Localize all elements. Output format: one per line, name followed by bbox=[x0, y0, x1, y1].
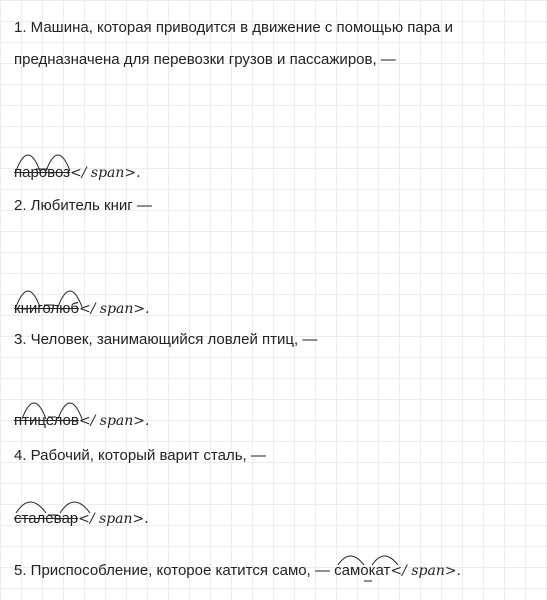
answer-3-text: птицелов bbox=[14, 412, 79, 429]
question-5-text: . Приспособление, которое катится само, — bbox=[22, 562, 330, 579]
question-1-text: . Машина, которая приводится в движение с помощью пара и bbox=[22, 19, 453, 36]
question-5-line bbox=[14, 561, 461, 581]
question-3-text: . Человек, занимающийся ловлей птиц, — bbox=[22, 331, 318, 348]
question-2-text: . Любитель книг — bbox=[22, 197, 152, 214]
answer-5-tail: </ span>. bbox=[390, 563, 462, 579]
question-1-number: 1 bbox=[14, 19, 23, 36]
question-5-number: 5 bbox=[14, 562, 23, 579]
question-3-number: 3 bbox=[14, 331, 23, 348]
answer-2-word bbox=[14, 299, 79, 319]
morpheme-arcs bbox=[334, 545, 404, 585]
question-4-number: 4 bbox=[14, 447, 23, 464]
morpheme-arcs bbox=[14, 389, 84, 429]
answer-2-text: книголюб bbox=[14, 300, 79, 317]
question-4-text: . Рабочий, который варит сталь, — bbox=[22, 447, 266, 464]
question-3-line bbox=[14, 330, 317, 350]
answer-4-word bbox=[14, 509, 78, 529]
answer-1-text: паровоз bbox=[14, 164, 71, 181]
answer-4-text: сталевар bbox=[14, 510, 79, 527]
morpheme-arcs bbox=[14, 277, 84, 317]
answer-5-word bbox=[334, 561, 390, 581]
answer-3-tail: </ span>. bbox=[78, 413, 150, 429]
question-1-line-2 bbox=[14, 50, 396, 70]
question-2-number: 2 bbox=[14, 197, 23, 214]
answer-3 bbox=[14, 411, 149, 431]
answer-3-word bbox=[14, 411, 79, 431]
question-1-text-continued: предназначена для перевозки грузов и пассажиров, — bbox=[14, 51, 396, 68]
answer-2-tail: </ span>. bbox=[78, 301, 150, 317]
answer-5-text: самокат bbox=[334, 562, 391, 579]
answer-2 bbox=[14, 299, 150, 319]
answer-1-word bbox=[14, 163, 70, 183]
question-1-line-1 bbox=[14, 18, 453, 38]
answer-1-tail: </ span>. bbox=[70, 165, 141, 181]
question-2-line bbox=[14, 196, 152, 216]
answer-4-tail: </ span>. bbox=[78, 511, 149, 527]
morpheme-arcs bbox=[14, 141, 74, 181]
answer-1 bbox=[14, 163, 141, 183]
answer-4 bbox=[14, 509, 149, 529]
morpheme-arcs bbox=[14, 487, 94, 527]
question-4-line bbox=[14, 446, 266, 466]
